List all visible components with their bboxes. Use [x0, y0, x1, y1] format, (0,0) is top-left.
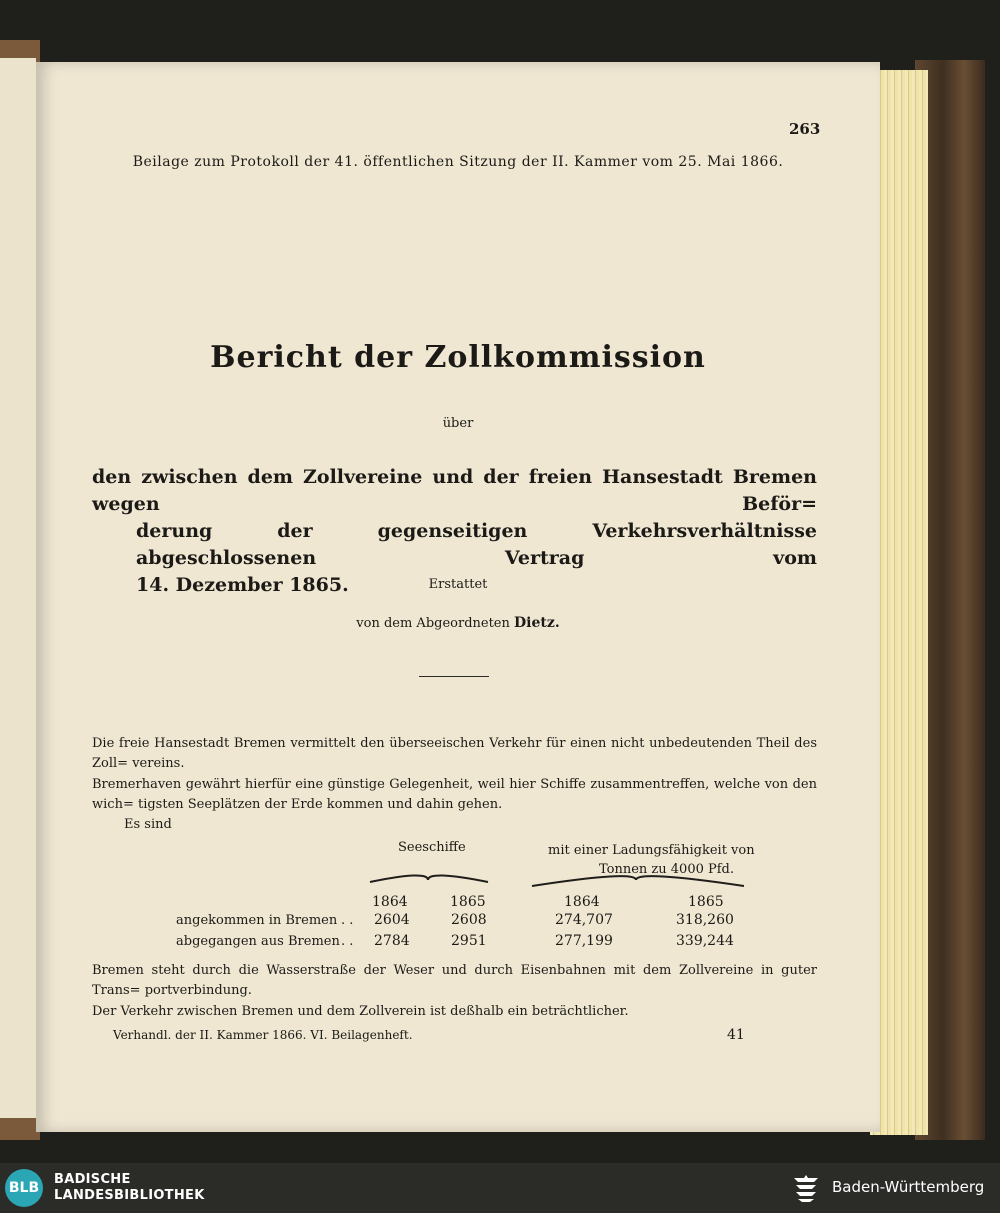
header-tonnen-1: mit einer Ladungsfähigkeit von — [548, 843, 755, 858]
table-braces — [36, 62, 880, 902]
year-tonnen-1864: 1864 — [564, 894, 600, 910]
ueber-word: über — [442, 416, 474, 431]
year-tonnen-1865: 1865 — [688, 894, 724, 910]
cell-value: 274,707 — [555, 912, 613, 928]
bottom-bar — [0, 1163, 1000, 1213]
row-dots: . . — [341, 913, 354, 928]
paragraph-1: Die freie Hansestadt Bremen vermittelt den überseeischen Verkehr für einen nicht unbedeutenden Theil des Zoll= vereins. — [92, 736, 817, 771]
header-line: Beilage zum Protokoll der 41. öffentlichen Sitzung der II. Kammer vom 25. Mai 1866. — [132, 154, 784, 170]
paragraph-3: Bremen steht durch die Wasserstraße der Weser und durch Eisenbahnen mit dem Zollvereine in guter Trans= portverbindung. — [92, 963, 817, 998]
header-tonnen-2: Tonnen zu 4000 Pfd. — [599, 862, 735, 877]
state-name[interactable]: Baden-Württemberg — [832, 1178, 985, 1196]
header-seeschiffe: Seeschiffe — [398, 840, 466, 855]
library-name-line-2: LANDESBIBLIOTHEK — [54, 1188, 205, 1203]
year-seeschiffe-1864: 1864 — [372, 894, 408, 910]
cell-value: 2784 — [374, 933, 410, 949]
cell-value: 339,244 — [676, 933, 734, 949]
cell-value: 318,260 — [676, 912, 734, 928]
footer-left: Verhandl. der II. Kammer 1866. VI. Beilagenheft. — [113, 1028, 413, 1042]
row-label: angekommen in Bremen — [176, 913, 338, 928]
page-title: Bericht der Zollkommission — [210, 340, 706, 375]
author-name: Dietz. — [514, 615, 560, 631]
subject-line-1: den zwischen dem Zollvereine und der freien Hansestadt Bremen wegen Beför= — [92, 466, 817, 515]
es-sind-label: Es sind — [124, 817, 172, 832]
subject-line-2: derung der gegenseitigen Verkehrsverhältnisse abgeschlossenen Vertrag vom — [136, 520, 817, 569]
page-number: 263 — [789, 120, 821, 138]
cell-value: 2608 — [451, 912, 487, 928]
row-label: abgegangen aus Bremen — [176, 934, 340, 949]
erstattet-label: Erstattet — [428, 577, 488, 592]
cell-value: 2604 — [374, 912, 410, 928]
library-name-line-1: BADISCHE — [54, 1172, 131, 1187]
blb-logo[interactable]: BLB — [5, 1169, 43, 1207]
cell-value: 2951 — [451, 933, 487, 949]
row-dots: . . — [341, 934, 354, 949]
document-page — [36, 62, 880, 1132]
lions-crest-icon — [790, 1172, 822, 1204]
cell-value: 277,199 — [555, 933, 613, 949]
year-seeschiffe-1865: 1865 — [450, 894, 486, 910]
paragraph-4: Der Verkehr zwischen Bremen und dem Zollverein ist deßhalb ein beträchtlicher. — [92, 1004, 629, 1019]
library-name[interactable] — [54, 1172, 205, 1204]
author-prefix: von dem Abgeordneten — [356, 616, 510, 631]
footer-sheet-number: 41 — [727, 1027, 745, 1043]
left-page-edge — [0, 58, 36, 1118]
paragraph-2: Bremerhaven gewährt hierfür eine günstige Gelegenheit, weil hier Schiffe zusammentreffen, welche von den wich= tigsten Seeplätzen der Erde kommen und dahin gehen. — [92, 777, 817, 812]
subject-line-3: 14. Dezember 1865. — [136, 574, 349, 596]
